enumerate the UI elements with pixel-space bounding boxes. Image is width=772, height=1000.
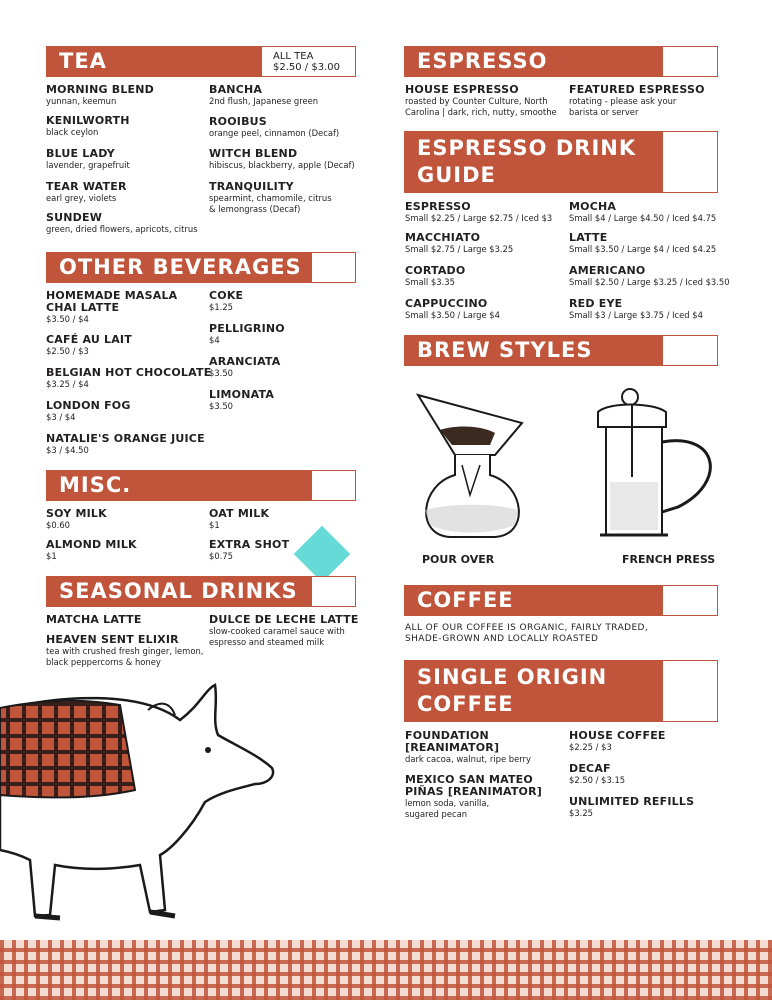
item-price: Small $3.50 / Large $4 bbox=[405, 310, 500, 320]
pour-over-icon bbox=[410, 385, 530, 545]
item-name: OAT MILK bbox=[209, 507, 270, 520]
item-price: $3 / $4 bbox=[46, 412, 76, 422]
menu-item bbox=[209, 356, 281, 379]
menu-item bbox=[46, 334, 132, 357]
misc-title: MISC. bbox=[47, 471, 312, 500]
menu-item bbox=[209, 389, 274, 412]
item-name: WITCH BLEND bbox=[209, 147, 298, 160]
item-price: Small $3 / Large $3.75 / Iced $4 bbox=[569, 310, 703, 320]
item-name: BLUE LADY bbox=[46, 147, 115, 160]
item-price: Small $2.50 / Large $3.25 / Iced $3.50 bbox=[569, 277, 730, 287]
menu-item bbox=[209, 84, 318, 107]
item-name: TRANQUILITY bbox=[209, 180, 294, 193]
coffee-title: COFFEE bbox=[405, 586, 663, 615]
item-price: $3.50 bbox=[209, 368, 233, 378]
item-price: Small $2.75 / Large $3.25 bbox=[405, 244, 514, 254]
item-desc: 2nd flush, Japanese green bbox=[209, 96, 319, 106]
item-price: $3 / $4.50 bbox=[46, 445, 89, 455]
item-desc: lemon soda, vanilla, bbox=[405, 798, 490, 808]
menu-item bbox=[46, 84, 154, 107]
item-name: TEAR WATER bbox=[46, 180, 127, 193]
menu-item bbox=[209, 323, 285, 346]
item-name: HOUSE COFFEE bbox=[569, 729, 666, 742]
espresso-header bbox=[404, 46, 718, 77]
item-desc: black ceylon bbox=[46, 127, 99, 137]
tea-title: TEA bbox=[47, 47, 262, 76]
menu-item bbox=[209, 614, 359, 647]
menu-item bbox=[209, 148, 355, 171]
item-name: DULCE DE LECHE LATTE bbox=[209, 613, 359, 626]
item-price: $3.25 / $4 bbox=[46, 379, 89, 389]
menu-item bbox=[46, 508, 107, 531]
menu-item bbox=[209, 539, 289, 562]
item-price: Small $2.25 / Large $2.75 / Iced $3 bbox=[405, 213, 553, 223]
menu-item bbox=[405, 232, 513, 255]
misc-header bbox=[46, 470, 356, 501]
item-price: Small $4 / Large $4.50 / Iced $4.75 bbox=[569, 213, 717, 223]
menu-item bbox=[46, 614, 142, 626]
item-name: BELGIAN HOT CHOCOLATE bbox=[46, 366, 212, 379]
item-name: ESPRESSO bbox=[405, 200, 471, 213]
menu-item bbox=[46, 634, 203, 667]
menu-item bbox=[569, 763, 625, 786]
item-price: $0.75 bbox=[209, 551, 233, 561]
item-price: $3.25 bbox=[569, 808, 593, 818]
menu-item bbox=[405, 298, 500, 321]
item-desc: espresso and steamed milk bbox=[209, 636, 325, 647]
espresso-title: ESPRESSO bbox=[405, 47, 663, 76]
tea-header bbox=[46, 46, 356, 77]
item-name: COKE bbox=[209, 289, 244, 302]
coffee-header bbox=[404, 585, 718, 616]
item-desc: yunnan, keemun bbox=[46, 96, 117, 106]
menu-item bbox=[209, 290, 243, 313]
item-price: $0.60 bbox=[46, 520, 70, 530]
item-name: [REANIMATOR] bbox=[405, 741, 500, 754]
item-name: MACCHIATO bbox=[405, 231, 481, 244]
item-name: HOMEMADE MASALA bbox=[46, 289, 178, 302]
item-name: ARANCIATA bbox=[209, 355, 281, 368]
item-name: SOY MILK bbox=[46, 507, 107, 520]
item-name: CHAI LATTE bbox=[46, 301, 120, 314]
menu-item bbox=[405, 774, 542, 819]
menu-item bbox=[46, 290, 177, 325]
single-origin-header bbox=[404, 660, 718, 722]
map-pin-marker[interactable] bbox=[294, 526, 351, 583]
item-desc: roasted by Counter Culture, North bbox=[405, 96, 548, 106]
menu-item bbox=[46, 433, 205, 456]
item-name: RED EYE bbox=[569, 297, 623, 310]
item-desc: hibiscus, blackberry, apple (Decaf) bbox=[209, 160, 355, 170]
item-desc: rotating - please ask your bbox=[569, 96, 677, 106]
item-name: MORNING BLEND bbox=[46, 83, 154, 96]
menu-item bbox=[405, 201, 552, 224]
menu-item bbox=[405, 730, 531, 765]
item-price: $1 bbox=[46, 551, 57, 561]
menu-item bbox=[209, 508, 269, 531]
item-name: EXTRA SHOT bbox=[209, 538, 290, 551]
item-name: HEAVEN SENT ELIXIR bbox=[46, 633, 179, 646]
item-name: PELLIGRINO bbox=[209, 322, 285, 335]
menu-item bbox=[46, 148, 130, 171]
item-desc: black peppercorns & honey bbox=[46, 656, 161, 667]
menu-item bbox=[569, 730, 666, 753]
brew-styles-title: BREW STYLES bbox=[405, 336, 663, 365]
item-name: LIMONATA bbox=[209, 388, 275, 401]
item-desc: orange peel, cinnamon (Decaf) bbox=[209, 128, 340, 138]
item-price: $2.50 / $3 bbox=[46, 346, 89, 356]
menu-item bbox=[46, 367, 211, 390]
item-name: DECAF bbox=[569, 762, 611, 775]
item-name: MOCHA bbox=[569, 200, 617, 213]
other-beverages-header bbox=[46, 252, 356, 283]
item-name: CORTADO bbox=[405, 264, 466, 277]
coffee-note-line: SHADE-GROWN AND LOCALLY ROASTED bbox=[405, 633, 599, 644]
item-desc: barista or server bbox=[569, 106, 639, 117]
french-press-label: FRENCH PRESS bbox=[622, 553, 716, 566]
item-price: $4 bbox=[209, 335, 220, 345]
menu-item bbox=[569, 265, 730, 288]
item-name: MEXICO SAN MATEO bbox=[405, 773, 533, 786]
item-name: FEATURED ESPRESSO bbox=[569, 83, 705, 96]
menu-item bbox=[209, 181, 332, 214]
menu-item bbox=[46, 181, 127, 204]
tea-price-value: $2.50 / $3.00 bbox=[273, 62, 340, 73]
item-price: $1.25 bbox=[209, 302, 233, 312]
item-name: CAFÉ AU LAIT bbox=[46, 333, 132, 346]
item-price: $1 bbox=[209, 520, 220, 530]
item-desc: spearmint, chamomile, citrus bbox=[209, 193, 332, 203]
menu-item bbox=[569, 796, 694, 819]
item-name: ALMOND MILK bbox=[46, 538, 137, 551]
item-price: $2.50 / $3.15 bbox=[569, 775, 626, 785]
item-desc: lavender, grapefruit bbox=[46, 160, 130, 170]
menu-item bbox=[405, 84, 557, 117]
espresso-guide-header bbox=[404, 131, 718, 193]
item-price: $3.50 bbox=[209, 401, 233, 411]
item-name: ROOIBUS bbox=[209, 115, 267, 128]
menu-item bbox=[46, 400, 131, 423]
item-desc: earl grey, violets bbox=[46, 193, 117, 203]
item-name: UNLIMITED REFILLS bbox=[569, 795, 695, 808]
item-name: HOUSE ESPRESSO bbox=[405, 83, 519, 96]
tea-price-box bbox=[273, 51, 340, 73]
item-name: SUNDEW bbox=[46, 211, 103, 224]
item-desc: dark cacoa, walnut, ripe berry bbox=[405, 754, 531, 764]
menu-item bbox=[569, 232, 716, 255]
pig-illustration bbox=[0, 680, 285, 925]
menu-item bbox=[46, 115, 130, 138]
plaid-footer-border bbox=[0, 940, 772, 1000]
item-desc: & lemongrass (Decaf) bbox=[209, 203, 301, 214]
menu-item bbox=[405, 265, 465, 288]
pour-over-label: POUR OVER bbox=[422, 553, 495, 566]
menu-item bbox=[46, 539, 137, 562]
menu-item bbox=[46, 212, 198, 235]
menu-item bbox=[569, 201, 716, 224]
seasonal-drinks-title: SEASONAL DRINKS bbox=[47, 577, 312, 606]
brew-styles-header bbox=[404, 335, 718, 366]
item-desc: green, dried flowers, apricots, citrus bbox=[46, 224, 198, 234]
espresso-guide-title: ESPRESSO DRINK GUIDE bbox=[405, 132, 663, 192]
seasonal-drinks-header bbox=[46, 576, 356, 607]
menu-item bbox=[209, 116, 339, 139]
item-name: LONDON FOG bbox=[46, 399, 131, 412]
item-name: NATALIE'S ORANGE JUICE bbox=[46, 432, 205, 445]
item-name: CAPPUCCINO bbox=[405, 297, 488, 310]
item-name: AMERICANO bbox=[569, 264, 646, 277]
item-price: Small $3.35 bbox=[405, 277, 455, 287]
menu-item bbox=[569, 84, 705, 117]
menu-item bbox=[569, 298, 703, 321]
item-price: $3.50 / $4 bbox=[46, 314, 89, 324]
item-desc: tea with crushed fresh ginger, lemon, bbox=[46, 646, 204, 656]
item-price: $2.25 / $3 bbox=[569, 742, 612, 752]
item-desc: slow-cooked caramel sauce with bbox=[209, 626, 345, 636]
item-name: KENILWORTH bbox=[46, 114, 130, 127]
tea-price-label: ALL TEA bbox=[273, 51, 314, 62]
item-price: Small $3.50 / Large $4 / Iced $4.25 bbox=[569, 244, 717, 254]
item-name: MATCHA LATTE bbox=[46, 613, 142, 626]
single-origin-title: SINGLE ORIGIN COFFEE bbox=[405, 661, 663, 721]
coffee-note bbox=[405, 623, 648, 644]
item-name: BANCHA bbox=[209, 83, 263, 96]
item-name: PIÑAS [REANIMATOR] bbox=[405, 785, 543, 798]
coffee-note-line: ALL OF OUR COFFEE IS ORGANIC, FAIRLY TRADED, bbox=[405, 623, 649, 633]
french-press-icon bbox=[588, 387, 733, 547]
other-beverages-title: OTHER BEVERAGES bbox=[47, 253, 312, 282]
item-name: LATTE bbox=[569, 231, 608, 244]
item-desc: sugared pecan bbox=[405, 808, 468, 819]
item-desc: Carolina | dark, rich, nutty, smoothe bbox=[405, 106, 557, 117]
item-name: FOUNDATION bbox=[405, 729, 489, 742]
